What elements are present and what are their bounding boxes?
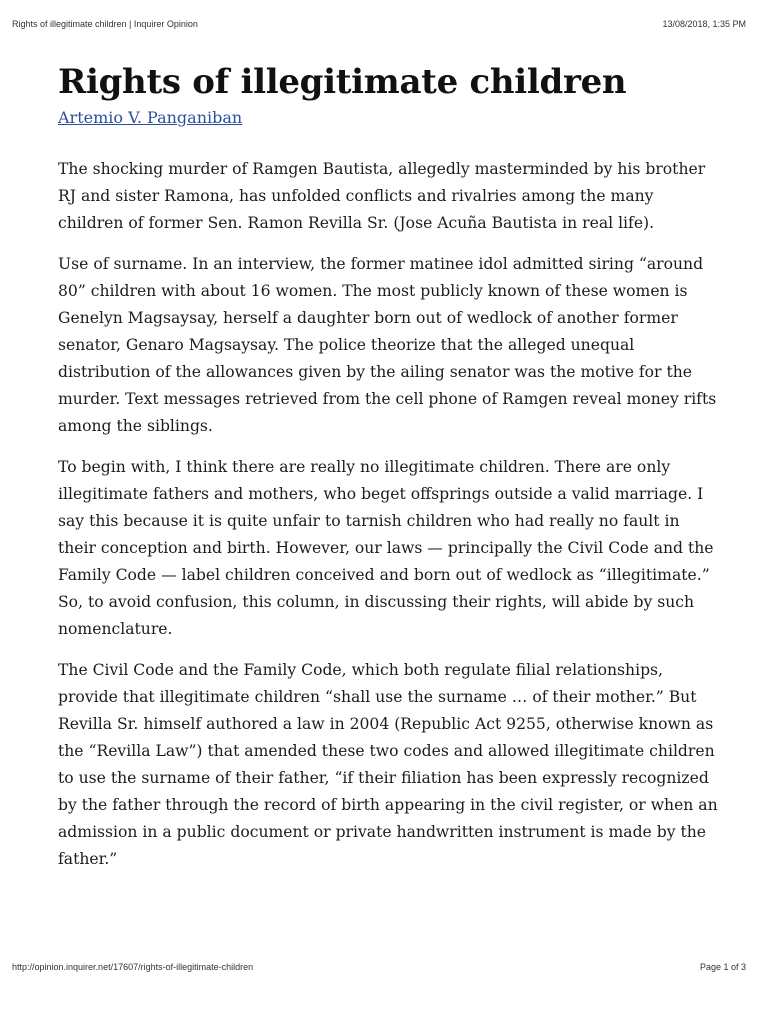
print-footer: [12, 962, 746, 972]
author-link[interactable]: Artemio V. Panganiban: [58, 108, 243, 127]
article-title: Rights of illegitimate children: [58, 62, 627, 102]
print-page-title: Rights of illegitimate children | Inquirer Opinion: [12, 19, 198, 29]
article: [58, 60, 718, 887]
print-datetime: 13/08/2018, 1:35 PM: [662, 19, 746, 29]
page-indicator: Page 1 of 3: [699, 962, 746, 972]
paragraph: The shocking murder of Ramgen Bautista, allegedly masterminded by his brother RJ and sister Ramona, has unfolded conflicts and rivalries among the many children of former Sen. Ramon Revilla Sr. (Jose Acuña Bautista in real life).: [58, 160, 706, 232]
article-body: [58, 156, 718, 873]
print-header: [12, 19, 746, 29]
paragraph: To begin with, I think there are really no illegitimate children. There are only illegitimate fathers and mothers, who beget offsprings outside a valid marriage. I say this because it is quite unfair to tarnish children who had really no fault in their conception and birth. However, our laws — principally the Civil Code and the Family Code — label children conceived and born out of wedlock as “illegitimate.” So, to avoid confusion, this column, in discussing their rights, will abide by such nomenclature.: [58, 458, 714, 638]
print-url: http://opinion.inquirer.net/17607/rights-of-illegitimate-children: [12, 962, 254, 972]
paragraph: The Civil Code and the Family Code, which both regulate filial relationships, provide that illegitimate children “shall use the surname … of their mother.” But Revilla Sr. himself authored a law in 2004 (Republic Act 9255, otherwise known as the “Revilla Law”) that amended these two codes and allowed illegitimate children to use the surname of their father, “if their filiation has been expressly recognized by the father through the record of birth appearing in the civil register, or when an admission in a public document or private handwritten instrument is made by the father.”: [58, 661, 718, 868]
paragraph: Use of surname. In an interview, the former matinee idol admitted siring “around 80” children with about 16 women. The most publicly known of these women is Genelyn Magsaysay, herself a daughter born out of wedlock of another former senator, Genaro Magsaysay. The police theorize that the alleged unequal distribution of the allowances given by the ailing senator was the motive for the murder. Text messages retrieved from the cell phone of Ramgen reveal money rifts among the siblings.: [58, 255, 717, 435]
